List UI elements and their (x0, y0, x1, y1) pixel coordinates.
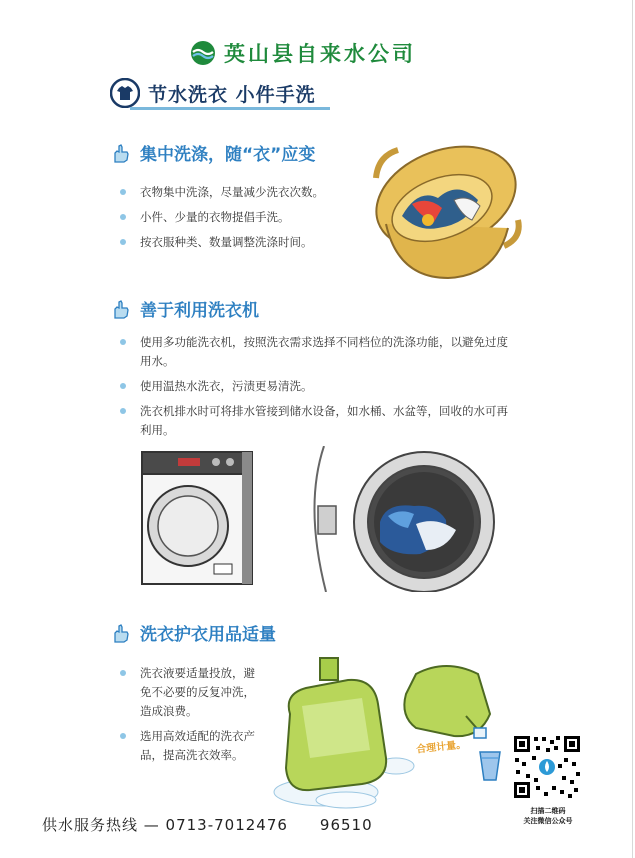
list-item: 衣物集中洗涤，尽量减少洗衣次数。 (118, 183, 368, 202)
section-2-bullets (118, 333, 508, 446)
laundry-basket-illustration (368, 128, 526, 286)
section-heading-2 (110, 296, 259, 321)
bullet-dot (120, 670, 126, 676)
section-heading-3 (110, 620, 276, 645)
list-item: 小件、少量的衣物提倡手洗。 (118, 208, 368, 227)
washing-machine-illustration (138, 448, 262, 588)
detergent-illustration (266, 654, 510, 812)
bullet-dot (120, 408, 126, 414)
service-hotline: 供水服务热线 — 0713-7012476 96510 (42, 816, 373, 834)
list-item: 选用高效适配的洗衣产品，提高洗衣效率。 (118, 727, 258, 765)
list-item: 洗衣机排水时可将排水管接到储水设备，如水桶、水盆等，回收的水可再利用。 (118, 402, 508, 440)
section-2-title: 善于利用洗衣机 (140, 301, 259, 321)
list-item: 使用温热水洗衣，污渍更易清洗。 (118, 377, 508, 396)
hand-icon (110, 142, 132, 164)
page-edge (632, 0, 633, 858)
title-text: 节水洗衣 小件手洗 (148, 83, 316, 106)
bullet-dot (120, 239, 126, 245)
hand-icon (110, 298, 132, 320)
bullet-dot (120, 383, 126, 389)
page-title (110, 76, 316, 110)
washer-drum-illustration (296, 446, 498, 592)
bullet-dot (120, 214, 126, 220)
water-drop-logo-icon (190, 40, 216, 66)
bullet-dot (120, 733, 126, 739)
company-header (190, 38, 416, 68)
hand-icon (110, 622, 132, 644)
shirt-icon (110, 78, 140, 108)
bullet-dot (120, 339, 126, 345)
bullet-dot (120, 189, 126, 195)
qr-caption: 扫描二维码 关注微信公众号 (523, 807, 573, 825)
list-item: 按衣服种类、数量调整洗涤时间。 (118, 233, 368, 252)
list-item: 洗衣液要适量投放，避免不必要的反复冲洗，造成浪费。 (118, 664, 258, 721)
company-name: 英山县自来水公司 (224, 41, 416, 66)
section-1-bullets (118, 183, 368, 258)
title-underline (130, 107, 330, 110)
qr-code[interactable] (512, 734, 582, 800)
section-3-title: 洗衣护衣用品适量 (140, 625, 276, 645)
section-heading-1 (110, 140, 315, 165)
measure-note: 合理计量。 (415, 739, 467, 756)
section-1-title: 集中洗涤，随“衣”应变 (140, 145, 316, 165)
section-3-bullets (118, 664, 258, 771)
list-item: 使用多功能洗衣机，按照洗衣需求选择不同档位的洗涤功能，以避免过度用水。 (118, 333, 508, 371)
